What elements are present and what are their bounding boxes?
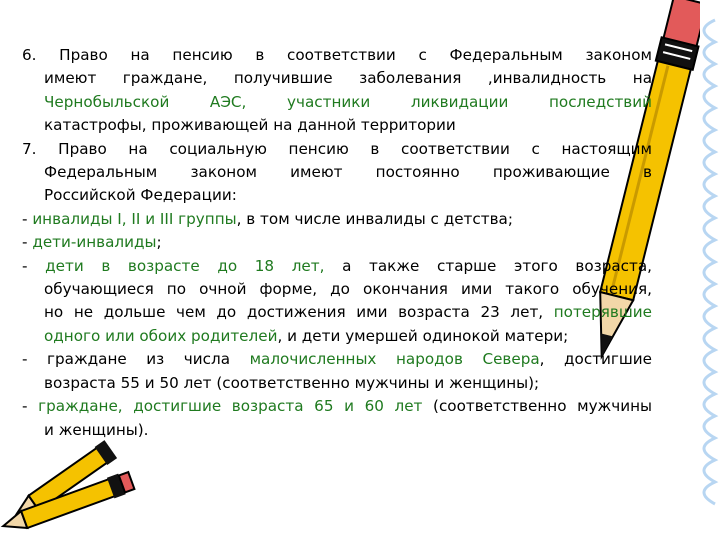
item-6-line: 6. Право на пенсию в соответствии с Федеральным законом xyxy=(22,46,652,64)
list-item-line: возраста 55 и 50 лет (соответственно мужчины и женщины); xyxy=(44,373,540,392)
list-item: - граждане из числа малочисленных народов Севера, достигшие xyxy=(22,350,652,369)
slide-body xyxy=(22,44,652,442)
pencils-icon xyxy=(0,430,140,540)
list-item: - дети в возрасте до 18 лет, а также старше этого возраста, xyxy=(22,256,652,275)
list-item-line: одного или обоих родителей, и дети умершей одинокой матери; xyxy=(44,326,569,345)
list-item: - граждане, достигшие возраста 65 и 60 лет (соответственно мужчины xyxy=(22,397,653,416)
list-item-line: обучающиеся по очной форме, до окончания ими такого обучения, xyxy=(44,280,652,299)
list-item: - инвалиды I, II и III группы, в том числе инвалиды с детства; xyxy=(22,209,513,228)
list-item-line: но не дольше чем до достижения ими возраста 23 лет, потерявшие xyxy=(44,303,652,322)
item-7-line: Российской Федерации: xyxy=(44,186,237,205)
item-6-line: имеют граждане, получившие заболевания ,инвалидность на xyxy=(44,69,652,88)
item-6-line: катастрофы, проживающей на данной территории xyxy=(44,116,456,135)
list-item: - дети-инвалиды; xyxy=(22,233,162,252)
list-item-line: и женщины). xyxy=(44,420,149,439)
item-7-line: Федеральным законом имеют постоянно проживающие в xyxy=(44,163,652,182)
item-7-line: 7. Право на социальную пенсию в соответствии с настоящим xyxy=(22,139,652,158)
item-6-line: Чернобыльской АЭС, участники ликвидации последствий xyxy=(44,92,652,111)
